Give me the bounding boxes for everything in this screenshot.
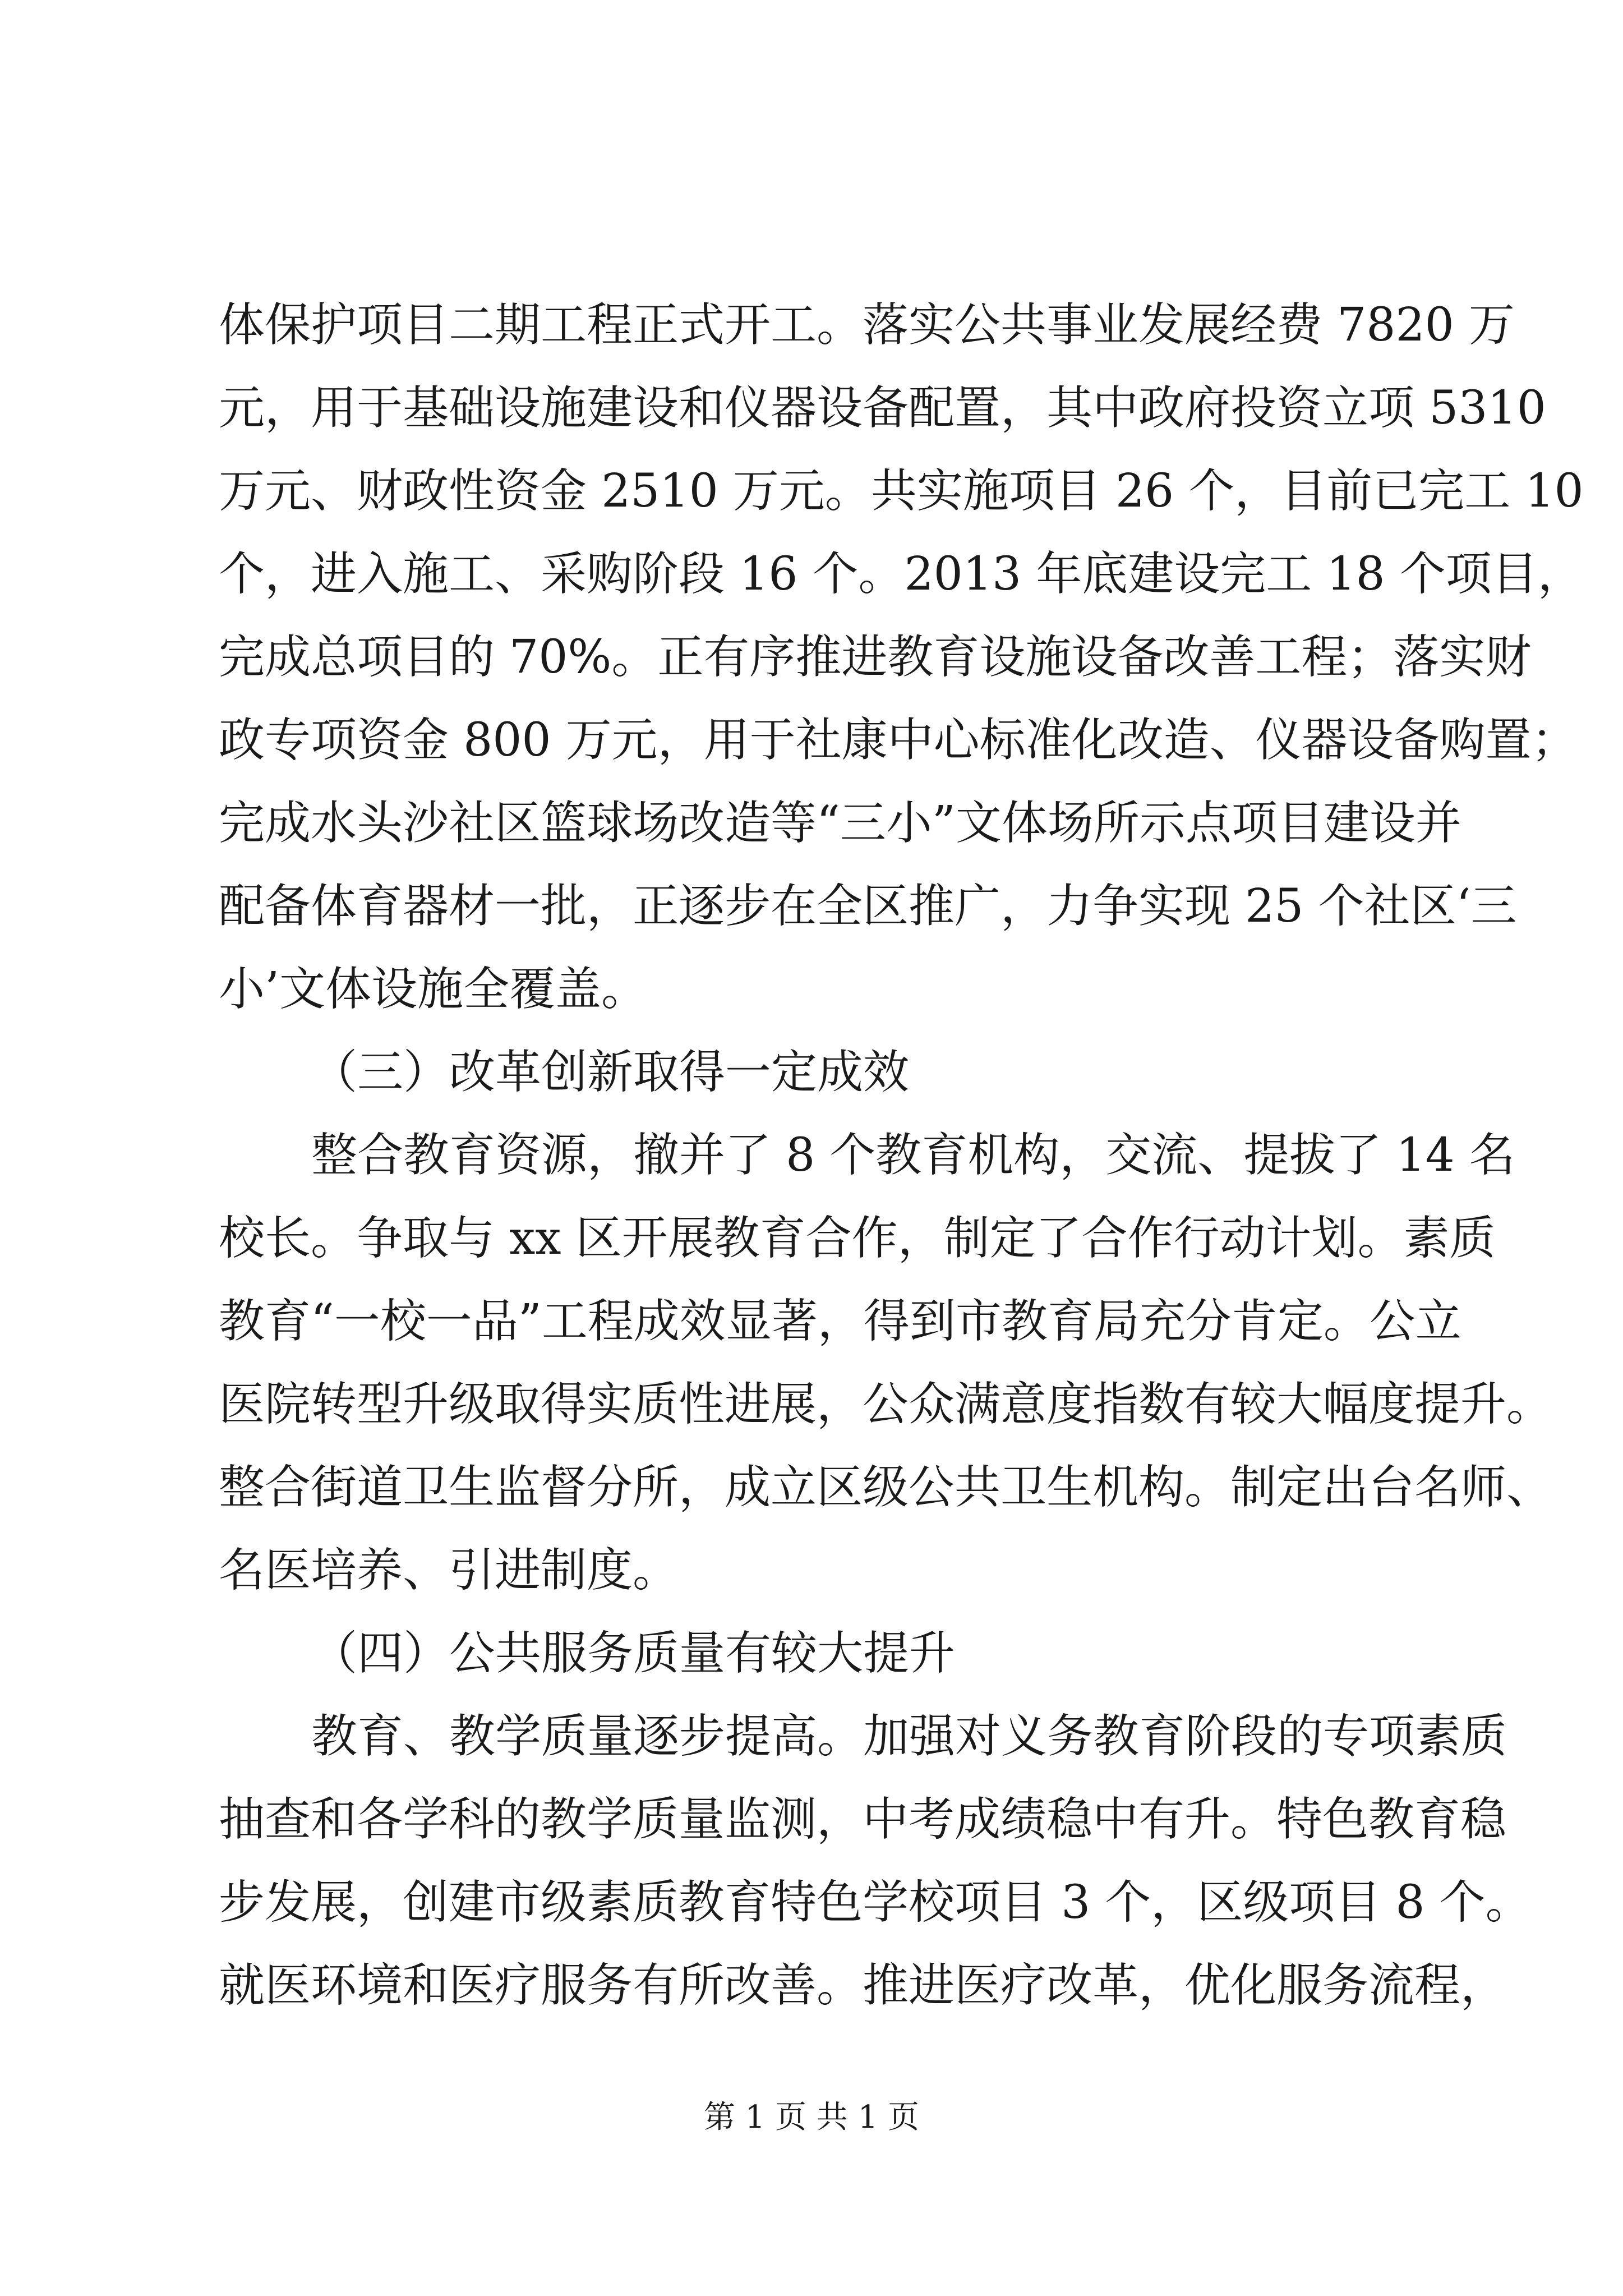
paragraph-line: 医院转型升级取得实质性进展，公众满意度指数有较大幅度提升。 (219, 1378, 1553, 1431)
paragraph-line: 万元、财政性资金 2510 万元。共实施项目 26 个，目前已完工 10 (219, 464, 1584, 518)
page-number-footer: 第 1 页 共 1 页 (703, 2099, 920, 2136)
paragraph-line: 完成总项目的 70%。正有序推进教育设施设备改善工程；落实财 (219, 631, 1532, 684)
paragraph-line: 就医环境和医疗服务有所改善。推进医疗改革，优化服务流程， (219, 1959, 1507, 2012)
section-heading: （四）公共服务质量有较大提升 (311, 1627, 956, 1680)
paragraph-line: 元，用于基础设施建设和仪器设备配置，其中政府投资立项 5310 (219, 381, 1546, 435)
paragraph-line: 校长。争取与 xx 区开展教育合作，制定了合作行动计划。素质 (219, 1212, 1496, 1265)
paragraph-line: 整合街道卫生监督分所，成立区级公共卫生机构。制定出台名师、 (219, 1461, 1553, 1514)
paragraph-line: 步发展，创建市级素质教育特色学校项目 3 个，区级项目 8 个。 (219, 1876, 1532, 1929)
paragraph-line: 配备体育器材一批，正逐步在全区推广，力争实现 25 个社区‘三 (219, 880, 1517, 933)
paragraph-line: 完成水头沙社区篮球场改造等“三小”文体场所示点项目建设并 (219, 797, 1461, 850)
section-heading: （三）改革创新取得一定成效 (311, 1046, 910, 1099)
paragraph-line: 教育“一校一品”工程成效显著，得到市教育局充分肯定。公立 (219, 1295, 1461, 1348)
paragraph-line: 体保护项目二期工程正式开工。落实公共事业发展经费 7820 万 (219, 298, 1515, 352)
paragraph-line: 个，进入施工、采购阶段 16 个。2013 年底建设完工 18 个项目， (219, 547, 1584, 601)
paragraph-line: 教育、教学质量逐步提高。加强对义务教育阶段的专项素质 (311, 1710, 1507, 1763)
paragraph-line: 抽查和各学科的教学质量监测，中考成绩稳中有升。特色教育稳 (219, 1793, 1507, 1846)
paragraph-line: 整合教育资源，撤并了 8 个教育机构，交流、提拔了 14 名 (311, 1129, 1515, 1182)
paragraph-line: 小’文体设施全覆盖。 (219, 963, 648, 1016)
paragraph-line: 名医培养、引进制度。 (219, 1544, 679, 1597)
paragraph-line: 政专项资金 800 万元，用于社康中心标准化改造、仪器设备购置； (219, 714, 1578, 767)
